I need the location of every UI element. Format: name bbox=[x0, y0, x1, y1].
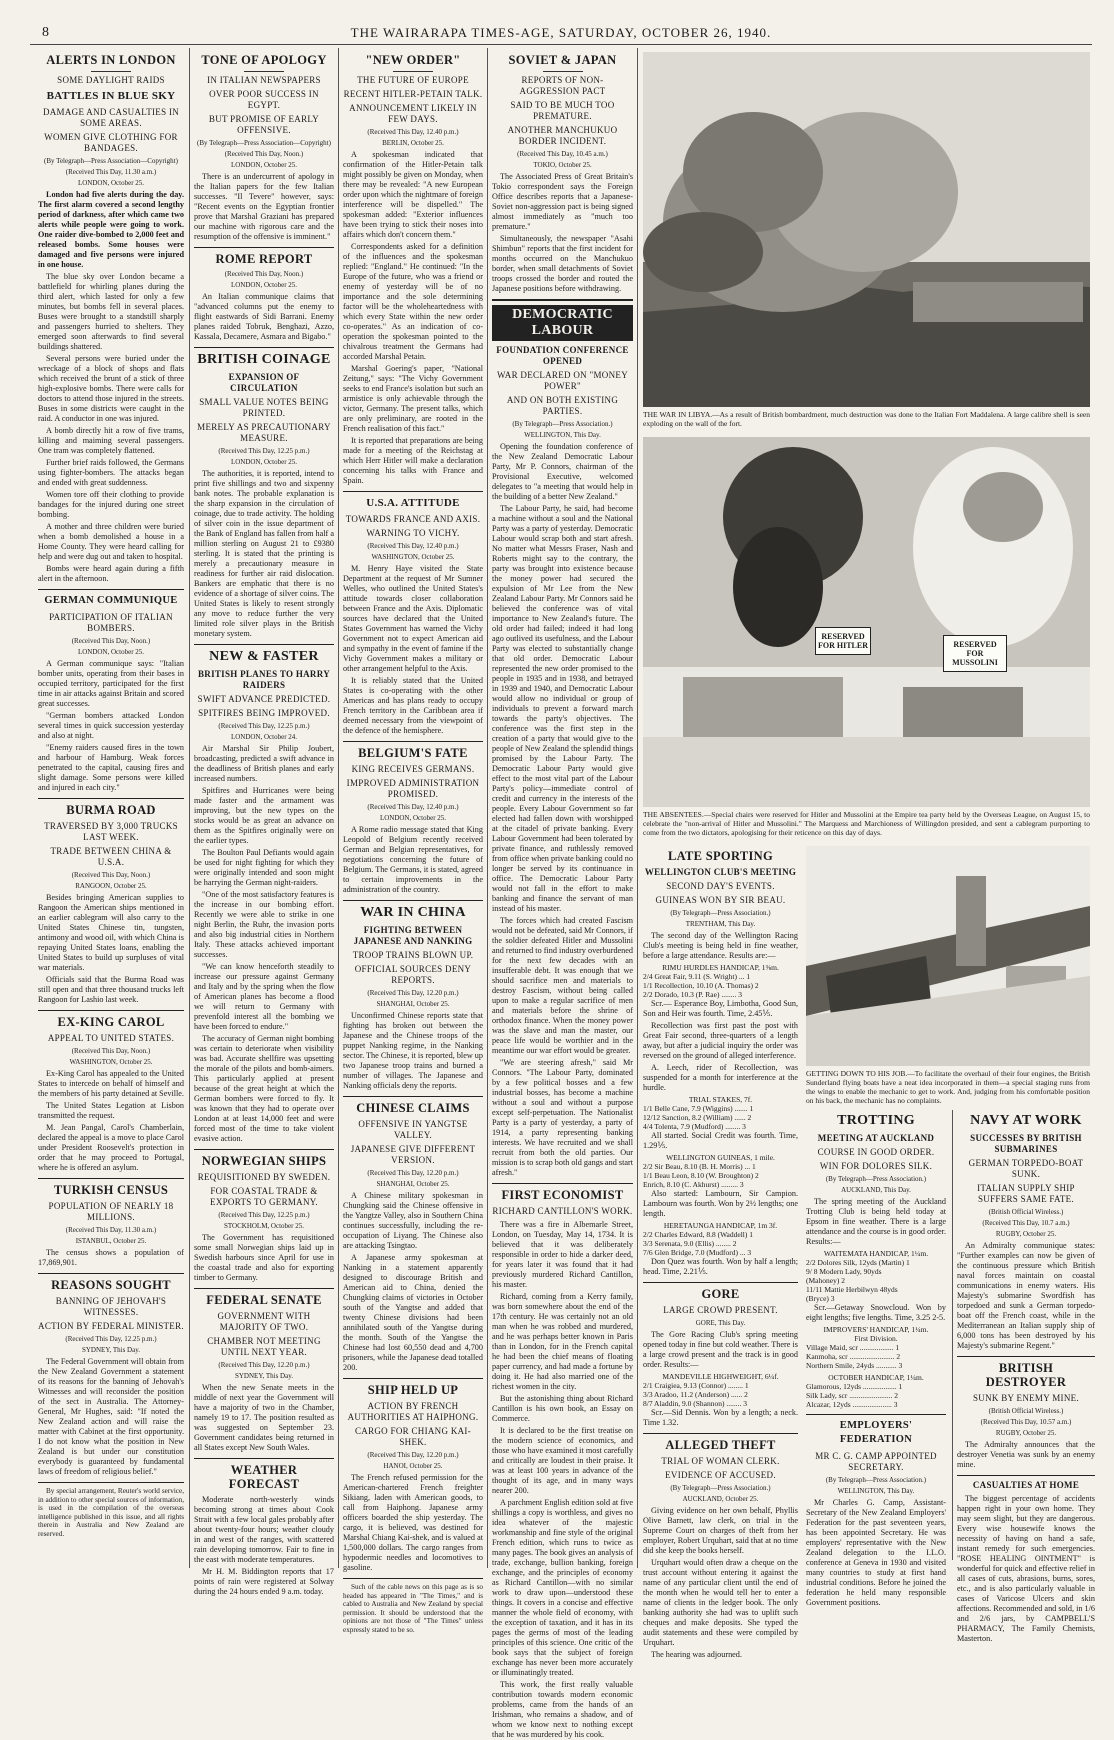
headline: NAVY AT WORK bbox=[970, 1113, 1082, 1128]
subheadline: SAID TO BE MUCH TOO PREMATURE. bbox=[510, 100, 615, 121]
subheadline: TROOP TRAINS BLOWN UP. bbox=[352, 950, 474, 960]
result-line: Northern Smile, 24yds ........... 3 bbox=[806, 1361, 903, 1370]
column-late-sporting bbox=[643, 846, 798, 1659]
result-line: 1/1 Recollection, 10.10 (A. Thomas) 2 bbox=[643, 981, 759, 990]
subheadline: BUT PROMISE OF EARLY OFFENSIVE. bbox=[208, 114, 320, 135]
article-paragraph: "German bombers attacked London several times in quick succession yesterday and also at night. bbox=[38, 711, 184, 740]
headline: EMPLOYERS' FEDERATION bbox=[839, 1420, 913, 1445]
received-time: (Received This Day, Noon.) bbox=[71, 871, 151, 879]
subheadline: FIGHTING BETWEEN JAPANESE AND NANKING bbox=[353, 925, 473, 946]
subheadline: IMPROVED ADMINISTRATION PROMISED. bbox=[346, 778, 480, 799]
article-paragraph: The Admiralty announces that the destroyer Venetia was sunk by an enemy mine. bbox=[957, 1440, 1095, 1469]
article-paragraph: "Enemy raiders caused fires in the town and harbour of Hamburg. Weak forces penetrated to the capital, causing fires and slight damage. Some persons were killed and injured in each city." bbox=[38, 743, 184, 792]
article-paragraph: All started. Social Credit was fourth. Time, 1.29⅕. bbox=[643, 1131, 798, 1150]
result-line: Alcazar, 12yds ..................... 3 bbox=[806, 1400, 898, 1409]
headline: TURKISH CENSUS bbox=[53, 1183, 169, 1197]
article-paragraph: Correspondents asked for a definition of the influences and the spokesman replied: "England." He continued: "In the Europe of the future, who was a friend or enemy of yesterday will be of no importance and the sole determining factor will be the wholeheartedness with which every State within the new order co-operates." As an indication of co-operation the spokesman pointed to the chivalrous treatment the Germans had accorded Marshal Petain. bbox=[343, 242, 483, 361]
column-rule bbox=[637, 48, 638, 1568]
subheadline: BRITISH PLANES TO HARRY RAIDERS bbox=[197, 669, 331, 690]
received-time: (Received This Day, 12.40 p.m.) bbox=[367, 542, 459, 550]
headline: U.S.A. ATTITUDE bbox=[366, 497, 460, 509]
byline: (By Telegraph—Press Association.) bbox=[512, 420, 613, 428]
article-paragraph: It is reported that preparations are being made for a meeting of the Reichstag at which Herr Hitler will make a declaration concerning his talks with France and Spain. bbox=[343, 436, 483, 485]
footnote: By special arrangement, Reuter's world service, in addition to other special sources of information, is used in the compilation of the overseas intelligence published in this issue, and all rights therein in Australia and New Zealand are reserved. bbox=[38, 1487, 184, 1538]
advertisement-text: The biggest percentage of accidents happen right in your own home. They may seem slight, but they are dangerous. Every wise housewife knows the necessity of having on hand a safe, instant remedy for such emergencies. "ROSE HEALING OINTMENT" is wonderful for quick and effective relief in all cases of cuts, abrasions, burns, sores, etc., and is also particularly valuable in cases of Varicose Ulcers and skin affections. Recommended and sold, in 1/6 and 2/6 jars, by CAMPBELL'S PHARMACY, The Family Chemists, Masterton. bbox=[957, 1494, 1095, 1643]
result-line: 2/2 Dolores Silk, 12yds (Martin) 1 bbox=[806, 1258, 910, 1267]
headline: BRITISH DESTROYER bbox=[985, 1361, 1067, 1389]
dateline: LONDON, October 25. bbox=[77, 648, 145, 656]
column-trotting bbox=[806, 1110, 946, 1607]
tea-party-image bbox=[643, 437, 1090, 807]
article-paragraph: Giving evidence on her own behalf, Phyllis Olive Barnett, law clerk, on trial in the Supreme Court on charges of theft from her employer, Robert Urquhart, said that at no time did she keep the books herself. bbox=[643, 1506, 798, 1555]
dateline: ISTANBUL, October 25. bbox=[75, 1237, 147, 1245]
subheadline: GERMAN TORPEDO-BOAT SUNK. bbox=[968, 1158, 1084, 1179]
race-heading: RIMU HURDLES HANDICAP, 1⅜m. bbox=[662, 963, 779, 972]
subheadline: WARNING TO VICHY. bbox=[366, 528, 460, 538]
headline: BRITISH COINAGE bbox=[197, 352, 331, 367]
race-heading: TRIAL STAKES, 7f. bbox=[688, 1095, 753, 1104]
newspaper-title: THE WAIRARAPA TIMES-AGE, SATURDAY, OCTOBER 26, 1940. bbox=[350, 25, 772, 40]
result-line: 2/4 Great Fair, 9.11 (S. Wright) ... 1 bbox=[643, 972, 751, 981]
article-paragraph: There was a fire in Albemarle Street, London, on Tuesday, May 14, 1734. It is believed that it was deliberately responsible in order to hide a darker deed, for years later it was found that it had previously murdered Richard Cantillon, his master. bbox=[492, 1220, 633, 1289]
column-3 bbox=[343, 50, 483, 1634]
headline: NEW & FASTER bbox=[209, 649, 319, 664]
article-paragraph: Unconfirmed Chinese reports state that fighting has broken out between the Japanese and the Chinese troops of the puppet Nanking regime, in the Nanking sector. The Chinese, it is reported, blew up two Japanese troop trains and burned a number of villages. The Japanese and Nanking officials deny the reports. bbox=[343, 1011, 483, 1090]
received-time: (Received This Day, 12.25 p.m.) bbox=[218, 722, 310, 730]
headline: WEATHER FORECAST bbox=[228, 1463, 300, 1491]
article-paragraph: Also started: Lambourn, Sir Campion. Lambourn was fourth. Won by 2½ lengths; one length. bbox=[643, 1189, 798, 1218]
result-line: 1/1 Beau Leon, 8.10 (W. Broughton) 2 bbox=[643, 1171, 759, 1180]
article-paragraph: The second day of the Wellington Racing Club's meeting is being held in fine weather, before a large attendance. Results are:— bbox=[643, 931, 798, 960]
race-heading: IMPROVERS' HANDICAP, 1¼m. bbox=[823, 1325, 929, 1334]
column-2 bbox=[194, 50, 334, 1596]
byline: (British Official Wireless.) bbox=[988, 1208, 1064, 1216]
headline: "NEW ORDER" bbox=[365, 53, 461, 67]
article-paragraph: A Rome radio message stated that King Leopold of Belgium recently received German and Belgian representatives, for negotiations concerning the future of Belgium. The Germans, it is stated, agreed to certain improvements in the administration of the country. bbox=[343, 825, 483, 894]
article-paragraph: Scr.—Getaway Snowcloud. Won by eight lengths; five lengths. Time, 3.25 2-5. bbox=[806, 1303, 946, 1322]
headline: BELGIUM'S FATE bbox=[358, 746, 468, 760]
headline: ALLEGED THEFT bbox=[665, 1438, 776, 1452]
race-heading: WAITEMATA HANDICAP, 1¼m. bbox=[823, 1249, 929, 1258]
race-results bbox=[643, 972, 798, 999]
headline: GORE bbox=[701, 1287, 740, 1301]
result-line: 9/ 8 Modern Lady, 90yds bbox=[806, 1267, 882, 1276]
article-paragraph: The authorities, it is reported, intend to print five shillings and two and sixpenny bank notes. The probable explanation is the sharp expansion in the circulation of coinage, due to trade activity. The holding of silver coin in the issue department of the Bank of England has fallen from half a million sterling on August 21 to £9380 sterling. It is stated that the printing is merely a precautionary measure in readiness for further air raid dislocation. Bankers are emphatic that there is no evidence of a shortage of silver coins. The United States is likely to resent strongly any move to reduce further the very limited role silver plays in the British monetary system. bbox=[194, 469, 334, 638]
race-heading: WELLINGTON GUINEAS, 1 mile. bbox=[666, 1153, 775, 1162]
headline: GERMAN COMMUNIQUE bbox=[44, 595, 178, 606]
article-paragraph: Moderate north-westerly winds becoming strong at times about Cook Strait with a few local gales probably after about twenty-four hours; weather cloudy in and west of the ranges, with scattered rain developing tomorrow. Fair to fine in the east with moderate temperatures. bbox=[194, 1495, 334, 1564]
dateline: STOCKHOLM, October 25. bbox=[224, 1222, 304, 1230]
subheadline: OVER POOR SUCCESS IN EGYPT. bbox=[209, 89, 319, 110]
dateline: LONDON, October 25. bbox=[230, 281, 298, 289]
subheadline: GOVERNMENT WITH MAJORITY OF TWO. bbox=[217, 1311, 311, 1332]
article-paragraph: Bombs were heard again during a fifth alert in the afternoon. bbox=[38, 564, 184, 583]
dateline: LONDON, October 24. bbox=[230, 733, 298, 741]
result-line: 3/3 Serenata, 9.0 (Ellis) ........ 2 bbox=[643, 1239, 737, 1248]
article-paragraph: The census shows a population of 17,869,901. bbox=[38, 1248, 184, 1267]
headline: TONE OF APOLOGY bbox=[201, 53, 327, 67]
received-time: (Received This Day, 12.20 p.m.) bbox=[218, 1361, 310, 1369]
race-results bbox=[806, 1258, 946, 1303]
received-time: (Received This Day, Noon.) bbox=[224, 270, 304, 278]
received-time: (Received This Day, 12.40 p.m.) bbox=[367, 128, 459, 136]
result-line: Enrich, 8.10 (C. Akhurst) ......... 3 bbox=[643, 1180, 744, 1189]
dateline: HANOI, October 25. bbox=[383, 1462, 443, 1470]
dateline: TRENTHAM, This Day. bbox=[685, 920, 756, 928]
article-paragraph: Mr Charles G. Camp, Assistant-Secretary of the New Zealand Employers' Federation for the past seventeen years, has been appointed Secretary. He was employers' representative with the New Zealand delegation to the I.L.O. conference at Geneva in 1930 and visited many countries to study at first hand industrial conditions. Before he joined the federation he held many responsible Government positions. bbox=[806, 1498, 946, 1607]
result-line: Kanmoha, scr ........................ 2 bbox=[806, 1352, 901, 1361]
photo-war-in-libya bbox=[643, 52, 1090, 407]
headline: FEDERAL SENATE bbox=[206, 1293, 322, 1307]
article-paragraph: The Gore Racing Club's spring meeting opened today in fine but cold weather. There is a large crowd present and the track is in good order. Results:— bbox=[643, 1330, 798, 1369]
received-time: (Received This Day, 11.30 a.m.) bbox=[65, 1226, 157, 1234]
byline: (By Telegraph—Press Association—Copyright) bbox=[44, 157, 178, 165]
received-time: (Received This Day, 12.20 p.m.) bbox=[367, 1451, 459, 1459]
column-4 bbox=[492, 50, 633, 1739]
received-time: (Received This Day, 11.30 a.m.) bbox=[65, 168, 157, 176]
subheadline: JAPANESE GIVE DIFFERENT VERSION. bbox=[350, 1144, 476, 1165]
result-line: (Mahoney) 2 bbox=[806, 1276, 845, 1285]
article-paragraph: When the new Senate meets in the middle of next year the Government will have a majority of two in the Chamber, namely 19 to 17. The position resulted as was suggested on September 23. Government candidates being returned in all States except New South Wales. bbox=[194, 1383, 334, 1452]
article-paragraph: The French refused permission for the American-chartered French freighter Sikiang, laden with American goods, to call from Haiphong. Japanese army officers boarded the ship yesterday. The cargo, it is believed, was destined for Marshal Chiang Kai-shek, and is valued at 1,500,000 dollars. The cargo ranges from hypodermic needles and locomotives to gasoline. bbox=[343, 1473, 483, 1572]
received-time: (Received This Day, 12.25 p.m.) bbox=[218, 1211, 310, 1219]
result-line: Village Maid, scr .................. 1 bbox=[806, 1343, 900, 1352]
article-paragraph: Mr H. M. Biddington reports that 17 points of rain were registered at Solway during the 24 hours ended 9 a.m. today. bbox=[194, 1567, 334, 1596]
received-time: (Received This Day, Noon.) bbox=[71, 637, 151, 645]
dateline: LONDON, October 25. bbox=[230, 458, 298, 466]
article-paragraph: The accuracy of German night bombing was certain to deteriorate when visibility was bad. Accurate shellfire was upsetting the morale of the pilots and bomb-aimers. This particularly applied at present because of the great height at which the German bombers were forced to fly. It was known that they had to operate over London at at least 14,000 feet and were forced most of the time to take violent evasive action. bbox=[194, 1034, 334, 1143]
result-line: Glamorous, 12yds .................. 1 bbox=[806, 1382, 903, 1391]
article-paragraph: Recollection was first past the post with Great Fair second, three-quarters of a length away, but after a judicial inquiry the order was reversed on the ground of alleged interference. bbox=[643, 1021, 798, 1060]
subheadline: ITALIAN SUPPLY SHIP SUFFERS SAME FATE. bbox=[977, 1183, 1075, 1204]
article-paragraph: Air Marshal Sir Philip Joubert, broadcasting, predicted a swift advance in the deadliness of British planes and early increased numbers. bbox=[194, 744, 334, 783]
article-paragraph: A German communique says: "Italian bomber units, operating from their bases in occupied territory, participated for the first time in air attacks against Britain and scored great successes. bbox=[38, 659, 184, 708]
dateline: SHANGHAI, October 25. bbox=[376, 1000, 450, 1008]
subheadline: OFFICIAL SOURCES DENY REPORTS. bbox=[354, 964, 472, 985]
article-paragraph: The forces which had created Fascism would not be defeated, said Mr Connors, if the soldier defeated Hitler and Mussolini and returned to find industry overburdened for the next few decades with an insufferable debt. It was enough that we should sacrifice men and materials to destroy Fascism, without being called upon to make a regular sacrifice of men and materials before the shrine of orthodox finance. When the money power was the slave and man the master, our peace life would be worthier and in the meantime our war effort would be greater. bbox=[492, 916, 633, 1055]
subheadline: SPITFIRES BEING IMPROVED. bbox=[198, 708, 330, 718]
article-paragraph: The hearing was adjourned. bbox=[651, 1650, 742, 1659]
byline: (By Telegraph—Press Association.) bbox=[825, 1175, 927, 1183]
received-time: (Received This Day, 12.20 p.m.) bbox=[367, 1169, 459, 1177]
received-time: (Received This Day, Noon.) bbox=[71, 1047, 151, 1055]
race-results bbox=[643, 1162, 798, 1189]
dateline: SYDNEY, This Day. bbox=[81, 1346, 140, 1354]
result-line: 2/2 Sir Beau, 8.10 (B. H. Morris) ... 1 bbox=[643, 1162, 756, 1171]
headline: ROME REPORT bbox=[215, 252, 313, 266]
article-paragraph: "We can know henceforth steadily to increase our pressure against Germany and Italy and by the spring when the flow of American planes has become a flood we will return to Germany with prevenfold interest all the bombing we have been forced to endure." bbox=[194, 962, 334, 1031]
article-paragraph: A. Leech, rider of Recollection, was suspended for a month for interference at the hurdle. bbox=[643, 1063, 798, 1092]
dateline: SYDNEY, This Day. bbox=[234, 1372, 293, 1380]
result-line: 2/1 Craigiea, 9.13 (Connor) ........ 1 bbox=[643, 1381, 749, 1390]
dateline: RUGBY, October 25. bbox=[995, 1230, 1057, 1238]
headline: SHIP HELD UP bbox=[367, 1383, 459, 1397]
article-paragraph: An Admiralty communique states: "Further examples can now be given of the continuous pressure which British naval forces maintain on coastal communications in enemy waters. His Majesty's submarine Swordfish has torpedoed and sunk a German torpedo-boat off the French coast, while in the Mediterranean an Italian supply ship of 6,000 tons has been destroyed by his Majesty's submarine Regent." bbox=[957, 1241, 1095, 1350]
article-paragraph: "One of the most satisfactory features is the increase in our bombing effort. Recently we were able to strike in one night Berlin, the Ruhr, the invasion ports and also big industrial cities in Northern Italy. These attacks achieved important successes. bbox=[194, 890, 334, 959]
dateline: AUCKLAND, This Day. bbox=[841, 1186, 911, 1194]
result-line: 4/4 Tolenta, 7.9 (Mudford) ........ 3 bbox=[643, 1122, 746, 1131]
photo-the-absentees bbox=[643, 437, 1090, 807]
article-paragraph: This work, the first really valuable contribution towards modern economic problems, came from the hands of an Irishman, who remains a shadow, and of whom we know next to nothing except that he was murdered by his cook. bbox=[492, 1680, 633, 1739]
subheadline: ANNOUNCEMENT LIKELY IN FEW DAYS. bbox=[349, 103, 477, 124]
subheadline: APPEAL TO UNITED STATES. bbox=[47, 1033, 175, 1043]
subheadline: SOME DAYLIGHT RAIDS bbox=[57, 75, 165, 85]
subheadline: RECENT HITLER-PETAIN TALK. bbox=[343, 89, 483, 99]
article-paragraph: Several persons were buried under the wreckage of a block of shops and flats which received the brunt of a stick of three high-explosive bombs. There were calls for doctors to attend those injured in the streets. Buses in some districts were caught in the raid. A conductor in one was injured. bbox=[38, 354, 184, 423]
article-paragraph: Marshal Goering's paper, "National Zeitung," says: "The Vichy Government seeks to end France's isolation but such an armistice is only achievable through the victor, Germany. The present talks, which are only preliminary, are rooted in the French realisation of this fact." bbox=[343, 364, 483, 433]
headline: CHINESE CLAIMS bbox=[356, 1101, 470, 1115]
article-paragraph: Opening the foundation conference of the New Zealand Democratic Labour Party, Mr P. Connors, chairman of the Provisional Executive, welcomed delegates to "a meeting that would help in the building of a better New Zealand." bbox=[492, 442, 633, 501]
article-paragraph: Richard, coming from a Kerry family, was born somewhere about the end of the 17th century. He was certainly not an old man when he was robbed and murdered, and he was perhaps better known in Paris than in London, for in the French capital he had been the chief means of floating paper currency, and had made a fortune by doing it. He had also married one of the richest women in the city. bbox=[492, 1292, 633, 1391]
subheadline: EXPANSION OF CIRCULATION bbox=[228, 372, 300, 393]
article-paragraph: There is an undercurrent of apology in the Italian papers for the few Italian successes. "Il Tevere" however, says: "Recent events on the Egyptian frontier prove that Marshal Graziani has prepared our machine with rigorous care and the resumption of the offensive is imminent." bbox=[194, 172, 334, 241]
article-paragraph: The spring meeting of the Auckland Trotting Club is being held today at Epsom in fine weather. There is a large attendance and the course is in good order. Results:— bbox=[806, 1197, 946, 1246]
headline: ALERTS IN LONDON bbox=[46, 53, 176, 67]
subheadline: MR C. G. CAMP APPOINTED SECRETARY. bbox=[815, 1451, 937, 1472]
page-number: 8 bbox=[42, 25, 50, 40]
received-time: (Received This Day, 10.45 a.m.) bbox=[517, 150, 608, 158]
subheadline: COURSE IN GOOD ORDER. bbox=[817, 1147, 935, 1157]
article-paragraph: Women tore off their clothing to provide bandages for the injured during one street bombing. bbox=[38, 490, 184, 519]
byline: (By Telegraph—Press Association.) bbox=[670, 1484, 771, 1492]
column-rule bbox=[338, 48, 339, 1568]
article-paragraph: Scr.—Sid Dennis. Won by a length; a neck. Time 1.32. bbox=[643, 1408, 798, 1427]
byline: (By Telegraph—Press Association—Copyright) bbox=[197, 139, 331, 147]
subheadline: ANOTHER MANCHUKUO BORDER INCIDENT. bbox=[507, 125, 618, 146]
headline: BATTLES IN BLUE SKY bbox=[46, 90, 176, 102]
column-1 bbox=[38, 50, 184, 1570]
subheadline: MERELY AS PRECAUTIONARY MEASURE. bbox=[197, 422, 331, 443]
result-line: 7/6 Glen Bridge, 7.0 (Mudford) ... 3 bbox=[643, 1248, 752, 1257]
photo-caption: THE WAR IN LIBYA.—As a result of British bombardment, much destruction was done to the Italian Fort Maddalena. A large calibre shell is seen exploding on the wall of the fort. bbox=[643, 410, 1090, 428]
dateline: WELLINGTON, This Day. bbox=[524, 431, 601, 439]
article-paragraph: Spitfires and Hurricanes were being made faster and the armament was improving, but the new types on the stocks would be as great an advance on them as the Spitfires originally were on the earlier types. bbox=[194, 786, 334, 845]
subheadline: REPORTS OF NON-AGGRESSION PACT bbox=[519, 75, 606, 96]
subheadline: FOR COASTAL TRADE & EXPORTS TO GERMANY. bbox=[210, 1186, 318, 1207]
article-paragraph: A bomb directly hit a row of five trams, killing and maiming several passengers. One tram was completely flattened. bbox=[38, 426, 184, 455]
article-paragraph: Scr.— Esperance Boy, Limbotha, Good Sun, Son and Heir was fourth. Time, 2.45⅕. bbox=[643, 999, 798, 1018]
dateline: WASHINGTON, October 25. bbox=[371, 553, 455, 561]
subheadline: SECOND DAY'S EVENTS. bbox=[666, 881, 775, 891]
article-paragraph: Officials said that the Burma Road was still open and that three thousand trucks left Rangoon for Lashio last week. bbox=[38, 975, 184, 1004]
subheadline: WOMEN GIVE CLOTHING FOR BANDAGES. bbox=[44, 132, 178, 153]
article-paragraph: M. Jean Pangal, Carol's Chamberlain, declared the appeal is a move to place Carol under President Roosevelt's protection in order that he may proceed to Portugal, where he is offered an asylum. bbox=[38, 1123, 184, 1172]
headline: DEMOCRATIC LABOUR bbox=[492, 305, 633, 341]
article-paragraph: The Labour Party, he said, had become a machine without a soul and the National Party was a party of yesterday. Democratic Labour would scrap both and start afresh. No matter what Messrs Fraser, Nash and Roberts might say to the contrary, the party was brought into existence because the money power had secured the expulsion of Mr Lee from the New Zealand Labour Party. Mr Connors said he believed the conference was of vital importance to New Zealand's future. The old order had failed; indeed it had long ago outlived its usefulness, and the Labour Party was elected to substantially change that old order. Democratic Labour represented the new order promised to the people in 1935 and in 1938, and betrayed in 1939 and 1940, and Democratic Labour would allow no individual or group of individuals to prevent a forward march towards the party's objectives. The conference was the first step in the creation of a party that would give to the people of New Zealand the splendid things promised by the Labour Party. The Democratic Labour Party would give effect to the most vital part of the Labour Party's policy—immediate control of credit and currency in the interests of the people. Every Labour Government so far elected had fallen down with worshipped at the citadel of private banking. Every Labour Government had been tolerated by private finance, and ruthlessly removed from office when private banking could no longer be served by its continuance in office. The Democratic Labour Party would not fall in the effort to make banking and finance the servant of man instead of his master. bbox=[492, 504, 633, 913]
dateline: LONDON, October 25. bbox=[230, 161, 298, 169]
byline: (By Telegraph—Press Association.) bbox=[825, 1476, 927, 1484]
subheadline: IN ITALIAN NEWSPAPERS bbox=[207, 75, 321, 85]
article-paragraph: M. Henry Haye visited the State Department at the request of Mr Sumner Welles, who outlined the United States's attitude towards closer collaboration between France and the Axis. Diplomatic sources have declared that the United States Government has warned the Vichy Government not to expect American aid and sympathy in the event of famine if the Vichy Government makes a military or other arrangement helpful to the Axis. bbox=[343, 564, 483, 673]
column-rule bbox=[487, 48, 488, 1568]
subheadline: GUINEAS WON BY SIR BEAU. bbox=[655, 895, 786, 905]
subheadline: OFFENSIVE IN YANGTSE VALLEY. bbox=[358, 1119, 468, 1140]
result-line: 8/7 Aladdin, 9.0 (Shannon) ........ 3 bbox=[643, 1399, 747, 1408]
byline: (British Official Wireless.) bbox=[988, 1407, 1064, 1415]
reserved-for-hitler-sign: RESERVED FOR HITLER bbox=[815, 627, 871, 655]
headline: LATE SPORTING bbox=[668, 849, 773, 863]
headline: BURMA ROAD bbox=[66, 803, 156, 817]
photo-caption: THE ABSENTEES.—Special chairs were reserved for Hitler and Mussolini at the Empire tea party held by the Overseas League, on August 15, to celebrate the "non-arrival of Hitler and Mussolini." The Marquess and Marchioness of Willingdon presided, and sent a cablegram purporting to come from the two dictators, apologising for their reticence on this day of days. bbox=[643, 810, 1090, 837]
article-paragraph: London had five alerts during the day. The first alarm covered a second lengthy period of darkness, after which came two alerts while people were going to work. One raider dive-bombed to 2,000 feet and released bombs. Some houses were damaged and five persons were injured in one house. bbox=[38, 190, 184, 269]
subheadline: WELLINGTON CLUB'S MEETING bbox=[644, 867, 797, 877]
photo-getting-down-to-his-job bbox=[806, 846, 1090, 1066]
race-results bbox=[806, 1382, 946, 1409]
subheadline: TRIAL OF WOMAN CLERK. bbox=[661, 1456, 780, 1466]
dateline: AUCKLAND, October 25. bbox=[682, 1495, 759, 1503]
received-time: (Received This Day, Noon.) bbox=[224, 150, 304, 158]
subheadline: CASUALTIES AT HOME bbox=[972, 1480, 1080, 1490]
subheadline: CARGO FOR CHIANG KAI-SHEK. bbox=[354, 1426, 472, 1447]
subheadline: BANNING OF JEHOVAH'S WITNESSES. bbox=[55, 1296, 167, 1317]
dateline: LONDON, October 25. bbox=[77, 179, 145, 187]
column-rule bbox=[189, 48, 190, 1568]
result-line: (Bryce) 3 bbox=[806, 1294, 835, 1303]
headline: FIRST ECONOMIST bbox=[501, 1188, 624, 1202]
footnote: Such of the cable news on this page as is so headed has appeared in "The Times," and is cabled to Australia and New Zealand by special permission. It should be understood that the opinions are not those of "The Times" unless expressly stated to be so. bbox=[343, 1583, 483, 1634]
subheadline: TRAVERSED BY 3,000 TRUCKS LAST WEEK. bbox=[44, 821, 178, 842]
dateline: RUGBY, October 25. bbox=[995, 1429, 1057, 1437]
article-paragraph: The United States Legation at Lisbon transmitted the request. bbox=[38, 1101, 184, 1120]
article-paragraph: A Japanese army spokesman at Nanking in a statement apparently designed to discourage British and American aid to China, denied the Chungking claims of victories in October south of the Yangtse and added that twenty Chinese divisions had been annihilated south of the Yangtse during the month. South of the Yangtse the Chinese had lost 60,550 dead and 4,700 prisoners, while the Japanese dead totalled 200. bbox=[343, 1253, 483, 1372]
subheadline: SWIFT ADVANCE PREDICTED. bbox=[197, 694, 331, 704]
race-subheading: First Division. bbox=[854, 1334, 898, 1343]
article-paragraph: The Government has requisitioned some small Norwegian ships laid up in Swedish harbours since April for use in the coastal trade and also for exporting timber to Germany. bbox=[194, 1233, 334, 1282]
dateline: SHANGHAI, October 25. bbox=[376, 1180, 450, 1188]
article-paragraph: The Boulton Paul Defiants would again be used for night fighting for which they were originally intended and soon might be harrying the German night-raiders. bbox=[194, 848, 334, 887]
dateline: TOKIO, October 25. bbox=[533, 161, 592, 169]
dateline: WELLINGTON, This Day. bbox=[837, 1487, 915, 1495]
race-heading: MANDEVILLE HIGHWEIGHT, 6¼f. bbox=[662, 1372, 779, 1381]
flying-boat-image bbox=[806, 846, 1090, 1066]
result-line: 1/1 Belle Cane, 7.9 (Wiggins) ....... 1 bbox=[643, 1104, 754, 1113]
received-time: (Received This Day, 12.25 p.m.) bbox=[218, 447, 310, 455]
subheadline: POPULATION OF NEARLY 18 MILLIONS. bbox=[48, 1201, 174, 1222]
dateline: BERLIN, October 25. bbox=[382, 139, 444, 147]
subheadline: SUNK BY ENEMY MINE. bbox=[972, 1393, 1080, 1403]
article-paragraph: It is declared to be the first treatise on the modern science of economics, and those who have examined it most carefully and critically are loudest in their praise. It was at least 100 years in advance of the thought of its age, and in many ways nearer 200. bbox=[492, 1426, 633, 1495]
subheadline: EVIDENCE OF ACCUSED. bbox=[665, 1470, 776, 1480]
subheadline: WAR DECLARED ON "MONEY POWER" bbox=[496, 370, 629, 391]
fort-explosion-image bbox=[643, 52, 1090, 407]
reserved-for-mussolini-sign: RESERVED FOR MUSSOLINI bbox=[943, 635, 1007, 672]
subheadline: SUCCESSES BY BRITISH SUBMARINES bbox=[970, 1133, 1082, 1154]
subheadline: MEETING AT AUCKLAND bbox=[817, 1133, 935, 1143]
headline: REASONS SOUGHT bbox=[51, 1278, 171, 1292]
received-time: (Received This Day, 10.57 a.m.) bbox=[980, 1418, 1072, 1426]
subheadline: THE FUTURE OF EUROPE bbox=[357, 75, 469, 85]
article-paragraph: A spokesman indicated that confirmation of the Hitler-Petain talk might possibly be given on Monday, when there may be revealed: "A new European order upon which the nightmare of foreign interference will be dispelled." The spokesman added: "Exterior influences have been trying to stick their noses into affairs which don't concern them." bbox=[343, 150, 483, 239]
article-paragraph: It is reliably stated that the United States is co-operating with the other Americas and has plans ready to occupy French territory in the Caribbean area if deemed necessary from the viewpoint of the defence of the hemisphere. bbox=[343, 676, 483, 735]
race-results bbox=[643, 1104, 798, 1131]
result-line: 3/3 Aradoo, 11.2 (Anderson) ...... 2 bbox=[643, 1390, 748, 1399]
article-paragraph: A Chinese military spokesman in Chungking said the Chinese offensive in the Yangtze Valley, also in Southern China continues successfully, including the re-occupation of Liyang. The Chinese also are attacking Tsingtao. bbox=[343, 1191, 483, 1250]
dateline: WASHINGTON, October 25. bbox=[69, 1058, 153, 1066]
race-heading: HERETAUNGA HANDICAP, 1m 3f. bbox=[663, 1221, 778, 1230]
headline: SOVIET & JAPAN bbox=[508, 53, 617, 67]
subheadline: SMALL VALUE NOTES BEING PRINTED. bbox=[199, 397, 329, 418]
article-paragraph: A parchment English edition sold at five shillings a copy is worthless, and gives no idea whatever of the majestic workmanship and fine style of the original French edition, which runs to twice as many pages. The book gives an analysis of trade, exchange, bullion banking, foreign exchange, and the principles of economy as Richard Cantillon—with no similar work to draw upon—understood these things. It covers in a concise and effective manner the whole field of economy, with the exception of taxation, and it has in its pages the germs of most of the leading principles of this science. One critic of the book says that the subject of foreign exchange has never been more accurately or illuminatingly treated. bbox=[492, 1498, 633, 1677]
subheadline: CHAMBER NOT MEETING UNTIL NEXT YEAR. bbox=[207, 1336, 321, 1357]
headline: NORWEGIAN SHIPS bbox=[201, 1154, 327, 1168]
race-heading: OCTOBER HANDICAP, 1¼m. bbox=[828, 1373, 924, 1382]
headline: TROTTING bbox=[837, 1113, 915, 1128]
dateline: LONDON, October 25. bbox=[379, 814, 447, 822]
headline: EX-KING CAROL bbox=[57, 1015, 165, 1029]
result-line: 12/12 Sanction, 8.2 (William) ...... 2 bbox=[643, 1113, 752, 1122]
subheadline: FOUNDATION CONFERENCE OPENED bbox=[496, 345, 629, 366]
received-time: (Received This Day, 12.40 p.m.) bbox=[367, 803, 459, 811]
article-paragraph: The blue sky over London became a battlefield for whirling planes during the third alert, which lasted for only a few minutes, but bombs fell in several places. Buses were brought to a standstill sharply and passengers hurried to shelters. They emerged soon afterwards to find several buildings shattered. bbox=[38, 272, 184, 351]
subheadline: RICHARD CANTILLON'S WORK. bbox=[492, 1206, 633, 1216]
subheadline: ACTION BY FRENCH AUTHORITIES AT HAIPHONG. bbox=[347, 1401, 479, 1422]
race-results bbox=[643, 1230, 798, 1257]
received-time: (Received This Day, 12.25 p.m.) bbox=[65, 1335, 157, 1343]
column-navy bbox=[952, 1110, 1095, 1643]
byline: (By Telegraph—Press Association.) bbox=[670, 909, 771, 917]
subheadline: TRADE BETWEEN CHINA & U.S.A. bbox=[50, 846, 172, 867]
dateline: GORE, This Day. bbox=[695, 1319, 746, 1327]
race-results bbox=[643, 1381, 798, 1408]
result-line: 2/2 Dorado, 10.3 (P. Rae) ........ 3 bbox=[643, 990, 742, 999]
article-paragraph: An Italian communique claims that "advanced columns put the enemy to flight eastwards of Sidi Barrani. Enemy planes raided Tobruk, Benghazi, Azzo, Kassala, Decamere, Asmara and Bigabo." bbox=[194, 292, 334, 341]
article-paragraph: Urquhart would often draw a cheque on the trust account without entering it against the name of any particular client until the end of the month when he would tell her to enter a name of clients in the ledger book. The only banking authority she had was to uplift such cheques and make deposits. She typed the audit statements and these were compiled by Urquhart. bbox=[643, 1558, 798, 1647]
subheadline: KING RECEIVES GERMANS. bbox=[351, 764, 475, 774]
received-time: (Received This Day, 12.20 p.m.) bbox=[367, 989, 459, 997]
article-paragraph: Don Quez was fourth. Won by half a length; head. Time, 2.21⅕. bbox=[643, 1257, 798, 1276]
headline: WAR IN CHINA bbox=[360, 905, 466, 920]
article-paragraph: The Associated Press of Great Britain's Tokio correspondent says the Foreign Office describes reports that a Japanese-Soviet non-aggression pact is being signed almost immediately as "much too premature." bbox=[492, 172, 633, 231]
masthead bbox=[30, 22, 1092, 45]
result-line: 2/2 Charles Edward, 8.8 (Waddell) 1 bbox=[643, 1230, 753, 1239]
article-paragraph: Ex-King Carol has appealed to the United States to intercede on behalf of himself and the members of his party detained at Seville. bbox=[38, 1069, 184, 1098]
article-paragraph: Besides bringing American supplies to Rangoon the American ships mentioned in an earlier cablegram will also carry to the United States Chinese tin, tungsten, antimony and wood oil, with which China is repaying United States loans, enabling the United States to build up surpluses of vital war materials. bbox=[38, 893, 184, 972]
received-time: (Received This Day, 10.7 a.m.) bbox=[982, 1219, 1070, 1227]
article-paragraph: Further brief raids followed, the Germans using fighter-bombers. The attacks began and ended with great suddenness. bbox=[38, 458, 184, 487]
subheadline: LARGE CROWD PRESENT. bbox=[663, 1305, 778, 1315]
subheadline: TOWARDS FRANCE AND AXIS. bbox=[345, 514, 481, 524]
subheadline: AND ON BOTH EXISTING PARTIES. bbox=[506, 395, 619, 416]
article-paragraph: Simultaneously, the newspaper "Asahi Shimbun" reports that the first incident for months occurred on the Manchukuo border, when small detachments of Soviet troops crossed the border and routed the Japanese positions before withdrawing. bbox=[492, 234, 633, 293]
result-line: 11/11 Mattie Herbilwyn 48yds bbox=[806, 1285, 898, 1294]
race-results bbox=[806, 1343, 946, 1370]
subheadline: PARTICIPATION OF ITALIAN BOMBERS. bbox=[49, 612, 173, 633]
result-line: Silk Lady, scr ....................... 2 bbox=[806, 1391, 899, 1400]
article-paragraph: "We are steering afresh," said Mr Connors. "The Labour Party, dominated by a few political bosses and a few industrial bosses, has become a machine without a soul and without a purpose except self-perpetuation. The Nationalist Party is a party of yesterday, a party of 1914, a party representing banking interests. We have recruited and we shall recruit from both the old parties. Our mission is to scrap both old gangs and start afresh." bbox=[492, 1058, 633, 1177]
article-paragraph: The Federal Government will obtain from the New Zealand Government a statement of its reasons for the banning of Jehovah's Witnesses and will reconsider the position of the sect in Australia. The Attorney-General, Mr Hughes, said: "If noted the New Zealand action and will raise the matter with Cabinet at the first opportunity. I do not know what the position in New Zealand is but under our constitution everybody is guaranteed by fundamental laws of freedom of religious belief." bbox=[38, 1357, 184, 1476]
dateline: RANGOON, October 25. bbox=[75, 882, 147, 890]
subheadline: ACTION BY FEDERAL MINISTER. bbox=[38, 1321, 184, 1331]
article-paragraph: A mother and three children were buried when a bomb demolished a house in a Home County. They were heard calling for help and were dug out and taken to hospital. bbox=[38, 522, 184, 561]
subheadline: REQUISITIONED BY SWEDEN. bbox=[197, 1172, 331, 1182]
subheadline: WIN FOR DOLORES SILK. bbox=[819, 1161, 933, 1171]
subheadline: DAMAGE AND CASUALTIES IN SOME AREAS. bbox=[42, 107, 180, 128]
photo-caption: GETTING DOWN TO HIS JOB.—To facilitate the overhaul of their four engines, the British Sunderland flying boats have a neat idea incorporated in them—a special staging runs from the wings to enable the mechanic to get to work. And, judging from his comfortable position on his back, the mechanic has no complaints. bbox=[806, 1069, 1090, 1105]
article-paragraph: But the astonishing thing about Richard Cantillon is his own book, an Essay on Commerce. bbox=[492, 1394, 633, 1423]
